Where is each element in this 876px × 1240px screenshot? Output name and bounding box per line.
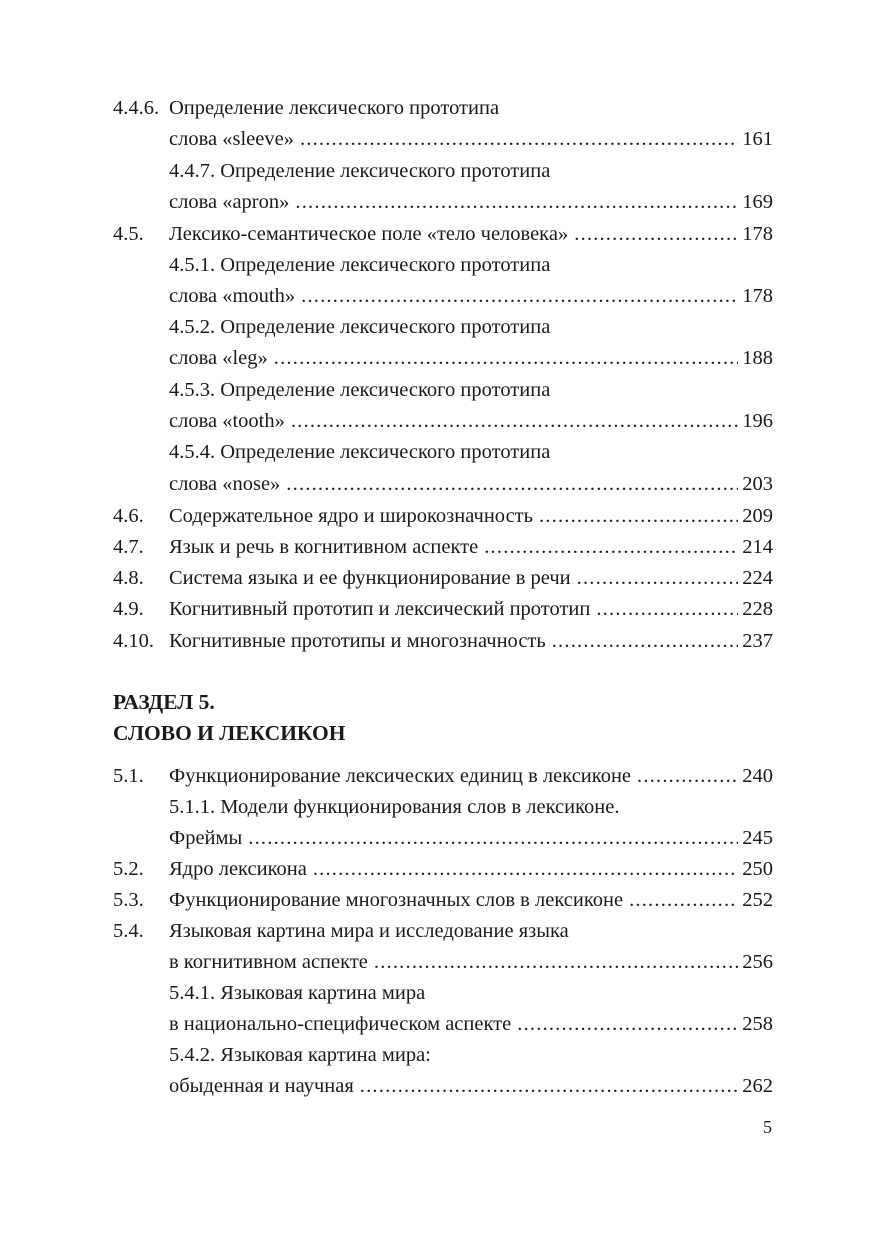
toc-entry-continuation (113, 124, 773, 154)
toc-entry-continuation (113, 947, 773, 977)
entry-page: 252 (742, 889, 773, 911)
toc-entry (113, 594, 773, 624)
toc-entry (113, 626, 773, 656)
entry-title: Язык и речь в когнитивном аспекте (169, 536, 479, 558)
dot-leader (374, 947, 738, 977)
entry-number: 4.10. (113, 630, 154, 652)
entry-page: 169 (742, 191, 773, 213)
entry-number: 4.4.6. (113, 97, 160, 119)
toc-entry (113, 93, 773, 123)
entry-page: 258 (742, 1013, 773, 1035)
entry-number: 5.4. (113, 920, 144, 942)
toc-entry (113, 761, 773, 791)
dot-leader (300, 124, 738, 154)
entry-title: Функционирование лексических единиц в лексиконе (169, 765, 632, 787)
entry-number: 4.8. (113, 567, 144, 589)
entry-page: 256 (742, 951, 773, 973)
entry-title: 4.5.3. Определение лексического прототипа (169, 379, 551, 401)
entry-page: 161 (742, 128, 773, 150)
entry-title: 5.1.1. Модели функционирования слов в лексиконе. (169, 796, 620, 818)
dot-leader (552, 626, 739, 656)
entry-number: 5.2. (113, 858, 144, 880)
toc-entry-continuation (113, 187, 773, 217)
entry-page: 224 (742, 567, 773, 589)
toc-entry-continuation (113, 1009, 773, 1039)
toc-entry (113, 916, 773, 946)
entry-number: 4.9. (113, 598, 144, 620)
dot-leader (286, 469, 738, 499)
toc-entry (113, 156, 773, 186)
dot-leader (360, 1071, 738, 1101)
entry-page: 203 (742, 473, 773, 495)
toc-entry (113, 792, 773, 822)
entry-number: 4.6. (113, 505, 144, 527)
dot-leader (274, 343, 738, 373)
entry-title: Определение лексического прототипа (169, 97, 500, 119)
entry-title: Лексико-семантическое поле «тело человека» (169, 223, 569, 245)
entry-page: 250 (742, 858, 773, 880)
entry-title: 4.5.4. Определение лексического прототипа (169, 441, 551, 463)
toc-entry-continuation (113, 281, 773, 311)
entry-page: 196 (742, 410, 773, 432)
entry-number: 4.5. (113, 223, 144, 245)
toc-entry (113, 250, 773, 280)
entry-title: 4.4.7. Определение лексического прототипа (169, 160, 551, 182)
entry-page: 178 (742, 285, 773, 307)
dot-leader (313, 854, 738, 884)
entry-title: в когнитивном аспекте (169, 951, 368, 973)
entry-page: 262 (742, 1075, 773, 1097)
dot-leader (577, 563, 739, 593)
entry-title: обыденная и научная (169, 1075, 354, 1097)
entry-page: 188 (742, 347, 773, 369)
entry-title: слова «tooth» (169, 410, 285, 432)
toc-entry (113, 437, 773, 467)
toc-entry (113, 978, 773, 1008)
entry-page: 209 (742, 505, 773, 527)
entry-title: слова «mouth» (169, 285, 296, 307)
toc-entry (113, 532, 773, 562)
dot-leader (637, 761, 738, 791)
entry-title: Ядро лексикона (169, 858, 307, 880)
entry-title: Фреймы (169, 827, 243, 849)
entry-title: Функционирование многозначных слов в лексиконе (169, 889, 624, 911)
entry-title: 5.4.1. Языковая картина мира (169, 982, 426, 1004)
toc-entry (113, 501, 773, 531)
entry-title: 5.4.2. Языковая картина мира: (169, 1044, 431, 1066)
toc-entry-continuation (113, 823, 773, 853)
dot-leader (291, 406, 738, 436)
entry-title: 4.5.1. Определение лексического прототипа (169, 254, 551, 276)
entry-page: 240 (742, 765, 773, 787)
toc-entry (113, 854, 773, 884)
entry-title: Когнитивные прототипы и многозначность (169, 630, 546, 652)
toc-entry (113, 563, 773, 593)
entry-title: слова «leg» (169, 347, 268, 369)
toc-entry (113, 312, 773, 342)
entry-page: 228 (742, 598, 773, 620)
entry-title: Система языка и ее функционирование в речи (169, 567, 571, 589)
dot-leader (248, 823, 738, 853)
entry-title: Языковая картина мира и исследование языка (169, 920, 569, 942)
entry-title: в национально-специфическом аспекте (169, 1013, 512, 1035)
entry-title: слова «nose» (169, 473, 281, 495)
entry-title: Содержательное ядро и широкозначность (169, 505, 533, 527)
toc-entry-continuation (113, 406, 773, 436)
entry-title: слова «apron» (169, 191, 290, 213)
entry-number: 5.3. (113, 889, 144, 911)
toc-entry (113, 1040, 773, 1070)
dot-leader (539, 501, 738, 531)
toc-entry (113, 219, 773, 249)
toc-entry (113, 885, 773, 915)
dot-leader (574, 219, 738, 249)
toc-entry (113, 375, 773, 405)
entry-number: 5.1. (113, 765, 144, 787)
toc-entry-continuation (113, 1071, 773, 1101)
dot-leader (596, 594, 738, 624)
page-number: 5 (763, 1117, 772, 1137)
dot-leader (295, 187, 738, 217)
entry-title: Когнитивный прототип и лексический прототип (169, 598, 591, 620)
dot-leader (484, 532, 738, 562)
entry-number: 4.7. (113, 536, 144, 558)
entry-page: 237 (742, 630, 773, 652)
entry-title: 4.5.2. Определение лексического прототипа (169, 316, 551, 338)
toc-entry-continuation (113, 343, 773, 373)
entry-page: 245 (742, 827, 773, 849)
entry-page: 214 (742, 536, 773, 558)
entry-page: 178 (742, 223, 773, 245)
toc-entry-continuation (113, 469, 773, 499)
entry-title: слова «sleeve» (169, 128, 294, 150)
dot-leader (629, 885, 738, 915)
section-label: РАЗДЕЛ 5. (113, 690, 215, 714)
dot-leader (517, 1009, 738, 1039)
dot-leader (301, 281, 738, 311)
section-title: СЛОВО И ЛЕКСИКОН (113, 721, 346, 745)
